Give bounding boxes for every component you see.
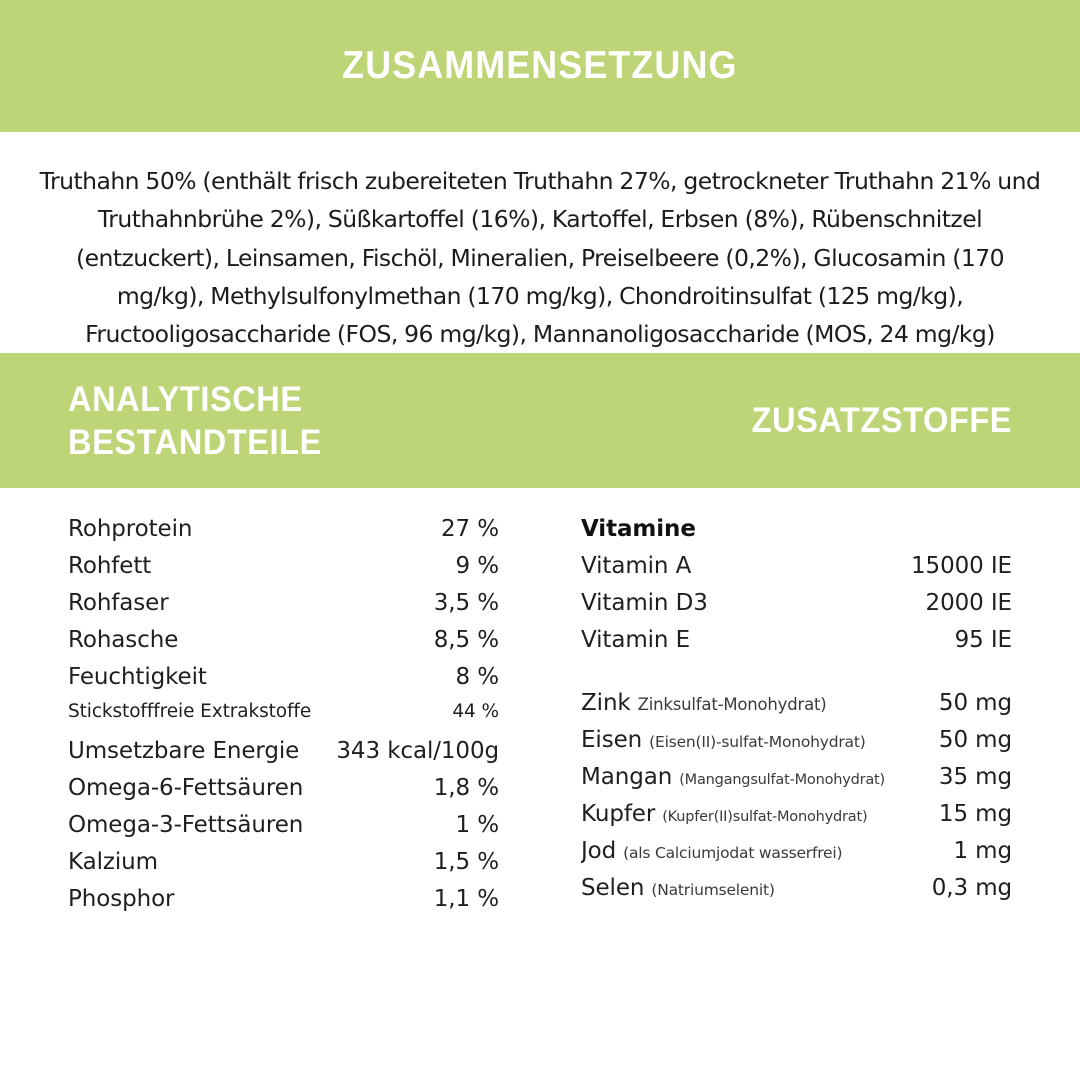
page-title: ZUSAMMENSETZUNG xyxy=(342,44,738,87)
table-row xyxy=(581,690,1012,727)
row-value: 15 mg xyxy=(938,801,1012,828)
row-label: Feuchtigkeit xyxy=(68,664,207,691)
row-value: 8,5 % xyxy=(433,627,499,654)
row-label: Umsetzbare Energie xyxy=(68,738,300,765)
element-source: (Mangangsulfat-Monohydrat) xyxy=(679,772,886,789)
row-label: Kalzium xyxy=(68,849,158,876)
table-row xyxy=(68,775,499,812)
row-label: Vitamin E xyxy=(581,627,691,654)
row-value: 27 % xyxy=(440,516,499,543)
row-label: Rohfaser xyxy=(68,590,169,617)
analytical-section-title-line1: ANALYTISCHE xyxy=(68,379,303,419)
table-row xyxy=(581,727,1012,764)
additives-table xyxy=(581,516,1012,923)
row-label xyxy=(581,727,929,753)
row-label xyxy=(581,838,943,864)
row-label xyxy=(581,764,929,790)
table-row xyxy=(68,701,499,738)
row-label: Rohasche xyxy=(68,627,179,654)
row-value: 2000 IE xyxy=(925,590,1012,617)
table-row xyxy=(581,764,1012,801)
row-value: 9 % xyxy=(455,553,499,580)
row-label xyxy=(581,690,929,716)
table-row xyxy=(68,664,499,701)
row-value: 1,8 % xyxy=(433,775,499,802)
row-value: 50 mg xyxy=(938,727,1012,754)
row-value: 343 kcal/100g xyxy=(336,738,499,765)
row-label: Vitamin A xyxy=(581,553,692,580)
element-source: (Kupfer(II)sulfat-Monohydrat) xyxy=(662,809,868,826)
row-value: 15000 IE xyxy=(911,553,1012,580)
element-source: (Eisen(II)-sulfat-Monohydrat) xyxy=(649,733,866,752)
row-value: 44 % xyxy=(452,701,499,723)
row-label xyxy=(581,875,922,901)
element-source: (als Calciumjodat wasserfrei) xyxy=(623,844,843,863)
element-source: (Natriumselenit) xyxy=(651,881,775,900)
analytical-section-title xyxy=(68,378,322,464)
row-value: 3,5 % xyxy=(433,590,499,617)
sections-header-band xyxy=(0,353,1080,488)
table-row xyxy=(581,875,1012,912)
table-row xyxy=(68,849,499,886)
element-name: Mangan xyxy=(581,764,673,791)
element-name: Selen xyxy=(581,875,645,902)
element-name: Zink xyxy=(581,690,631,717)
row-value: 1,1 % xyxy=(433,886,499,913)
additives-section-title: ZUSATZSTOFFE xyxy=(751,401,1012,441)
table-row xyxy=(68,516,499,553)
row-label: Omega-6-Fettsäuren xyxy=(68,775,304,802)
analytical-constituents-table xyxy=(68,516,499,923)
row-label: Phosphor xyxy=(68,886,175,913)
element-name: Kupfer xyxy=(581,801,656,828)
analytical-section-title-line2: BESTANDTEILE xyxy=(68,422,322,462)
row-value: 1 % xyxy=(455,812,499,839)
composition-text: Truthahn 50% (enthält frisch zubereiteten Truthahn 27%, getrockneter Truthahn 21% und Truthahnbrühe 2%), Süßkartoffel (16%), Kartoffel, Erbsen (8%), Rübenschnitzel (entzuckert), Leinsamen, Fischöl, Mineralien, Preiselbeere (0,2%), Glucosamin (170 mg/kg), Methylsulfonylmethan (170 mg/kg), Chondroitinsulfat (125 mg/kg), Fructooligosaccharide (FOS, 96 mg/kg), Mannanoligosaccharide (MOS, 24 mg/kg) xyxy=(39,167,1041,349)
table-row xyxy=(581,627,1012,664)
table-row xyxy=(581,801,1012,838)
element-name: Eisen xyxy=(581,727,643,754)
row-value: 35 mg xyxy=(938,764,1012,791)
row-value: 8 % xyxy=(455,664,499,691)
row-label: Rohprotein xyxy=(68,516,193,543)
table-row xyxy=(68,812,499,849)
row-value: 95 IE xyxy=(954,627,1012,654)
row-value: 1,5 % xyxy=(433,849,499,876)
vitamins-subheading: Vitamine xyxy=(581,516,696,543)
row-label: Vitamin D3 xyxy=(581,590,708,617)
table-row xyxy=(68,590,499,627)
data-columns xyxy=(0,488,1080,923)
row-label: Stickstofffreie Extrakstoffe xyxy=(68,701,312,723)
table-row xyxy=(68,886,499,923)
row-label: Omega-3-Fettsäuren xyxy=(68,812,304,839)
row-label xyxy=(581,801,929,827)
table-row xyxy=(581,590,1012,627)
row-value: 50 mg xyxy=(938,690,1012,717)
composition-header-band xyxy=(0,0,1080,132)
row-value: 1 mg xyxy=(953,838,1012,865)
element-name: Jod xyxy=(581,838,617,865)
table-row xyxy=(581,838,1012,875)
row-label: Rohfett xyxy=(68,553,152,580)
row-value: 0,3 mg xyxy=(931,875,1012,902)
element-source: Zinksulfat-Monohydrat) xyxy=(637,695,827,715)
table-row xyxy=(68,553,499,590)
table-row xyxy=(68,738,499,775)
group-spacer xyxy=(581,664,1012,690)
table-row xyxy=(68,627,499,664)
table-row xyxy=(581,553,1012,590)
